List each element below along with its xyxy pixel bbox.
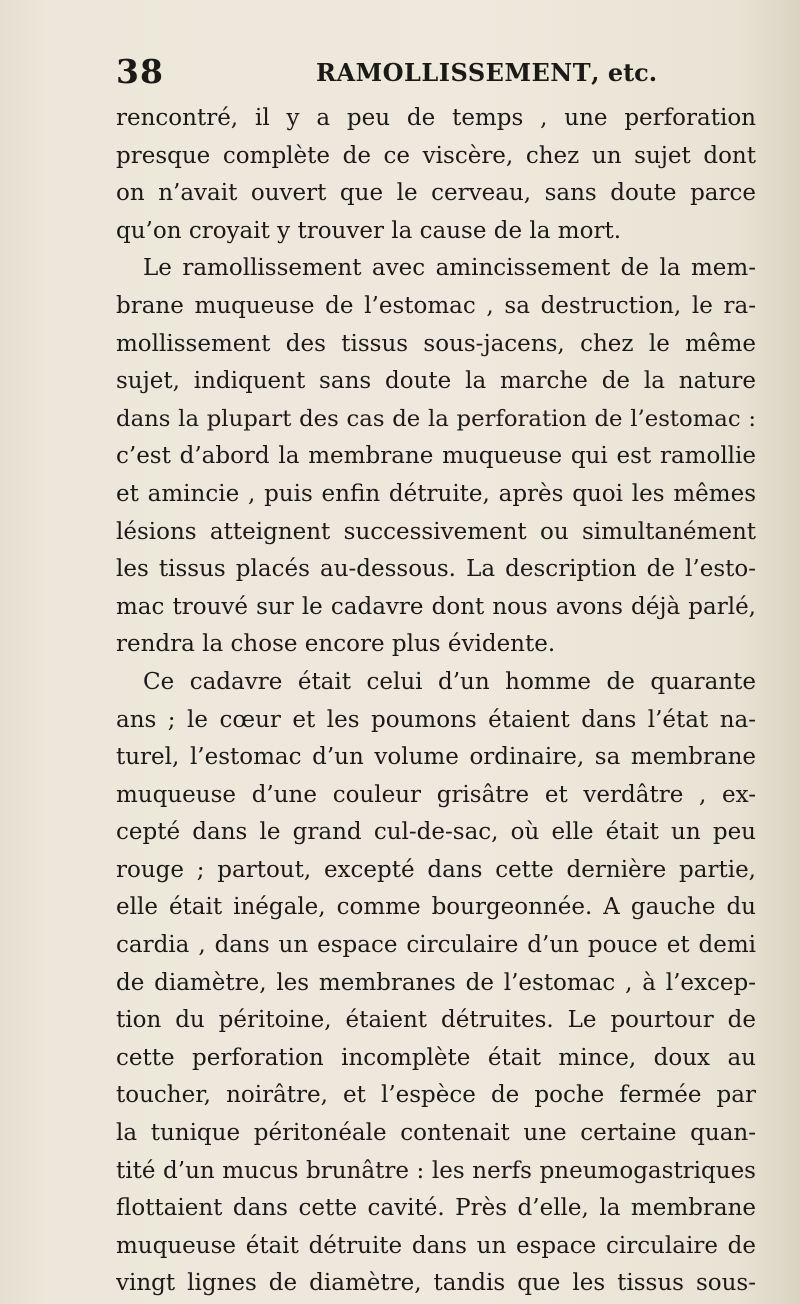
text-line: rendra la chose encore plus évidente. xyxy=(116,631,556,658)
text-line: on n’avait ouvert que le cerveau, sans doute parce xyxy=(116,180,756,207)
text-line: Ce cadavre était celui d’un homme de quarante xyxy=(143,668,756,695)
page-number: 38 xyxy=(116,52,164,91)
running-head xyxy=(316,58,657,87)
body-text xyxy=(116,100,756,1303)
text-line: les tissus placés au-dessous. La description de l’esto- xyxy=(116,556,756,583)
text-line: ans ; le cœur et les poumons étaient dans l’état na- xyxy=(116,706,756,733)
text-line: cardia , dans un espace circulaire d’un pouce et demi xyxy=(116,932,756,959)
text-line: cepté dans le grand cul-de-sac, où elle était un peu xyxy=(116,819,756,846)
text-line: mac trouvé sur le cadavre dont nous avons déjà parlé, xyxy=(116,593,756,620)
text-line: tité d’un mucus brunâtre : les nerfs pneumogastriques xyxy=(116,1157,756,1184)
text-line: lésions atteignent successivement ou simultanément xyxy=(116,518,756,545)
text-line: rouge ; partout, excepté dans cette dernière partie, xyxy=(116,856,756,883)
page-header xyxy=(116,52,756,92)
text-line: de diamètre, les membranes de l’estomac , à l’excep- xyxy=(116,969,756,996)
text-line: tion du péritoine, étaient détruites. Le pourtour de xyxy=(116,1007,756,1034)
text-line: vingt lignes de diamètre, tandis que les tissus sous- xyxy=(116,1270,756,1297)
text-line: elle était inégale, comme bourgeonnée. A gauche du xyxy=(116,894,756,921)
text-line: muqueuse était détruite dans un espace circulaire de xyxy=(116,1232,756,1259)
running-title-suffix: , etc. xyxy=(591,58,658,87)
text-line: Le ramollissement avec amincissement de la mem- xyxy=(143,255,756,282)
text-line: turel, l’estomac d’un volume ordinaire, sa membrane xyxy=(116,744,756,771)
text-line: presque complète de ce viscère, chez un sujet dont xyxy=(116,142,756,169)
text-line: mollissement des tissus sous-jacens, chez le même xyxy=(116,330,756,357)
text-line: sujet, indiquent sans doute la marche de la nature xyxy=(116,368,756,395)
text-line: flottaient dans cette cavité. Près d’elle, la membrane xyxy=(116,1195,756,1222)
running-title: RAMOLLISSEMENT xyxy=(316,58,592,87)
text-line: dans la plupart des cas de la perforation de l’estomac : xyxy=(116,405,756,432)
text-line: et amincie , puis enfin détruite, après quoi les mêmes xyxy=(116,480,756,507)
text-line: brane muqueuse de l’estomac , sa destruction, le ra- xyxy=(116,292,756,319)
text-line: toucher, noirâtre, et l’espèce de poche fermée par xyxy=(116,1082,756,1109)
text-line: qu’on croyait y trouver la cause de la mort. xyxy=(116,217,622,244)
text-line: cette perforation incomplète était mince, doux au xyxy=(116,1044,756,1071)
text-line: rencontré, il y a peu de temps , une perforation xyxy=(116,105,756,131)
text-line: muqueuse d’une couleur grisâtre et verdâtre , ex- xyxy=(116,781,756,808)
text-line: c’est d’abord la membrane muqueuse qui est ramollie xyxy=(116,443,756,470)
text-line: la tunique péritonéale contenait une certaine quan- xyxy=(116,1120,756,1147)
